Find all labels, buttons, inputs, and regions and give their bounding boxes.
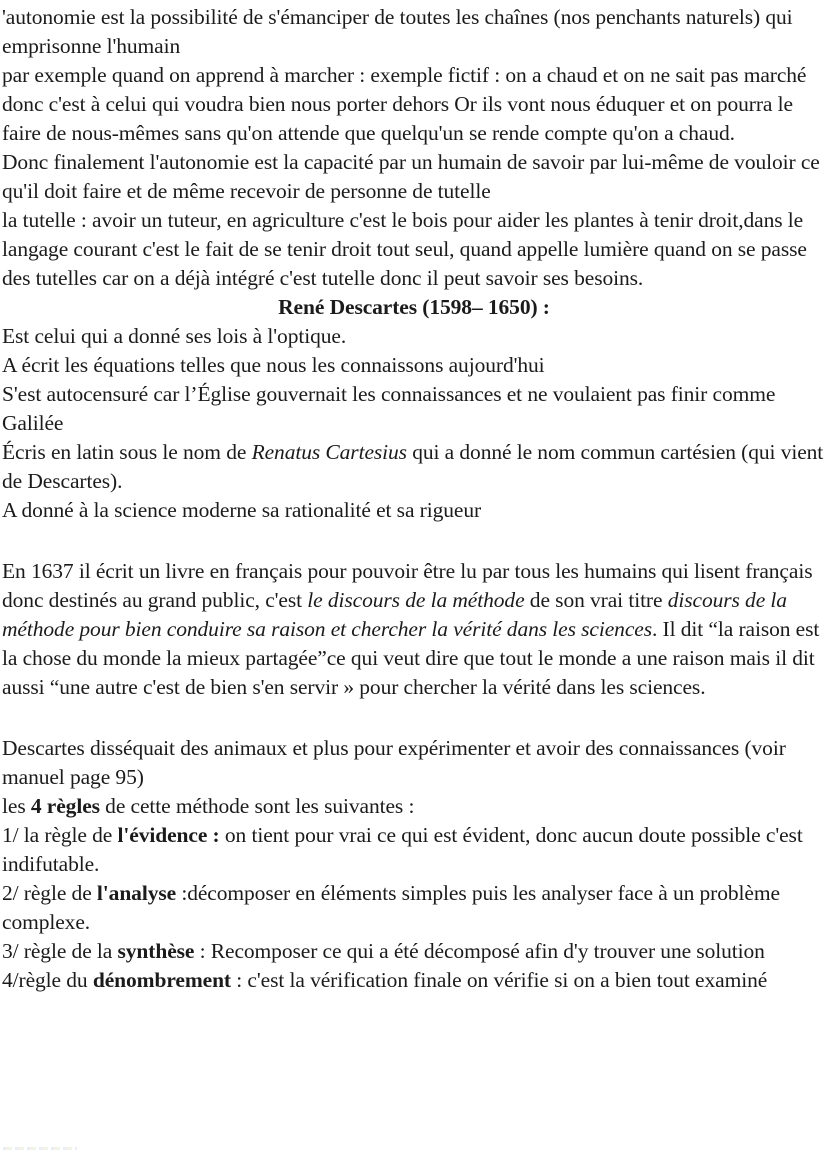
blank-line xyxy=(2,525,826,557)
text-run: . Il dit “la raison est la chose du monde la mieux partagée”ce qui veut dire que tout le monde a une raison mais il dit aussi “une autre c'est de bien s'en servir » pour chercher la vérité dans les sciences. xyxy=(2,617,820,699)
text-run: En 1637 il écrit un livre en français pour pouvoir être lu par tous les humains qui lisent français donc destinés au grand public, c'est xyxy=(2,559,813,612)
text-run: de son vrai titre xyxy=(524,588,668,612)
text-run: 'autonomie est la possibilité de s'émanciper de toutes les chaînes (nos penchants naturels) qui emprisonne l'humain xyxy=(2,5,793,58)
paragraph-rationalite xyxy=(2,496,826,525)
text-run: on tient pour vrai ce qui est évident, donc aucun doute possible c'est indifutable. xyxy=(2,823,803,876)
text-run: 1/ la règle de xyxy=(2,823,118,847)
text-run: A écrit les équations telles que nous les connaissons aujourd'hui xyxy=(2,353,545,377)
italic-text-run: discours de la méthode pour bien conduire sa raison et chercher la vérité dans les sciences xyxy=(2,588,787,641)
paragraph-autonomie-definition xyxy=(2,3,826,61)
text-run: : c'est la vérification finale on vérifie si on a bien tout examiné xyxy=(231,968,768,992)
bold-text-run: René Descartes (1598– 1650) : xyxy=(278,295,550,319)
text-run: :décomposer en éléments simples puis les analyser face à un problème complexe. xyxy=(2,881,780,934)
text-run: S'est autocensuré car l’Église gouvernait les connaissances et ne voulaient pas finir comme Galilée xyxy=(2,382,776,435)
bold-text-run: l'analyse xyxy=(96,881,177,905)
bold-text-run: dénombrement xyxy=(92,968,231,992)
paragraph-optique xyxy=(2,322,826,351)
text-run: 2/ règle de xyxy=(2,881,97,905)
paragraph-renatus-cartesius xyxy=(2,438,826,496)
text-run: les xyxy=(2,794,31,818)
paragraph-tutelle xyxy=(2,206,826,293)
text-run: Donc finalement l'autonomie est la capacité par un humain de savoir par lui-même de vouloir ce qu'il doit faire et de même recevoir de personne de tutelle xyxy=(2,150,820,203)
section-title-descartes xyxy=(2,293,826,322)
bold-text-run: 4 règles xyxy=(30,794,100,818)
paragraph-4-regles-intro xyxy=(2,792,826,821)
text-run: la tutelle : avoir un tuteur, en agriculture c'est le bois pour aider les plantes à tenir droit,dans le langage courant c'est le fait de se tenir droit tout seul, quand appelle lumière quand on se passe des tutelles car on a déjà intégré c'est tutelle donc il peut savoir ses besoins. xyxy=(2,208,807,290)
paragraph-regle-synthese xyxy=(2,937,826,966)
text-run: Est celui qui a donné ses lois à l'optique. xyxy=(2,324,347,348)
bold-text-run: synthèse xyxy=(117,939,195,963)
text-run: : Recomposer ce qui a été décomposé afin d'y trouver une solution xyxy=(194,939,765,963)
paragraph-regle-evidence xyxy=(2,821,826,879)
text-run: 4/règle du xyxy=(2,968,93,992)
italic-text-run: le discours de la méthode xyxy=(307,588,525,612)
faded-text-artifact xyxy=(3,1147,77,1150)
bold-text-run: l'évidence : xyxy=(117,823,220,847)
text-run: qui a donné le nom commun cartésien (qui vient de Descartes). xyxy=(2,440,824,493)
paragraph-dissection xyxy=(2,734,826,792)
text-run: Écris en latin sous le nom de xyxy=(2,440,252,464)
text-run: de cette méthode sont les suivantes : xyxy=(99,794,415,818)
italic-text-run: Renatus Cartesius xyxy=(251,440,407,464)
text-run: Descartes disséquait des animaux et plus pour expérimenter et avoir des connaissances (voir manuel page 95) xyxy=(2,736,786,789)
text-run: 3/ règle de la xyxy=(2,939,118,963)
text-run: A donné à la science moderne sa rationalité et sa rigueur xyxy=(2,498,482,522)
paragraph-autonomie-conclusion xyxy=(2,148,826,206)
paragraph-regle-denombrement xyxy=(2,966,826,995)
paragraph-autocensure xyxy=(2,380,826,438)
paragraph-exemple-marcher xyxy=(2,61,826,148)
text-run: par exemple quand on apprend à marcher : exemple fictif : on a chaud et on ne sait pas marché donc c'est à celui qui voudra bien nous porter dehors Or ils vont nous éduquer et on pourra le faire de nous-mêmes sans qu'on attende que quelqu'un se rende compte qu'on a chaud. xyxy=(2,63,807,145)
paragraph-regle-analyse xyxy=(2,879,826,937)
paragraph-equations xyxy=(2,351,826,380)
paragraph-discours-methode xyxy=(2,557,826,702)
blank-line xyxy=(2,702,826,734)
